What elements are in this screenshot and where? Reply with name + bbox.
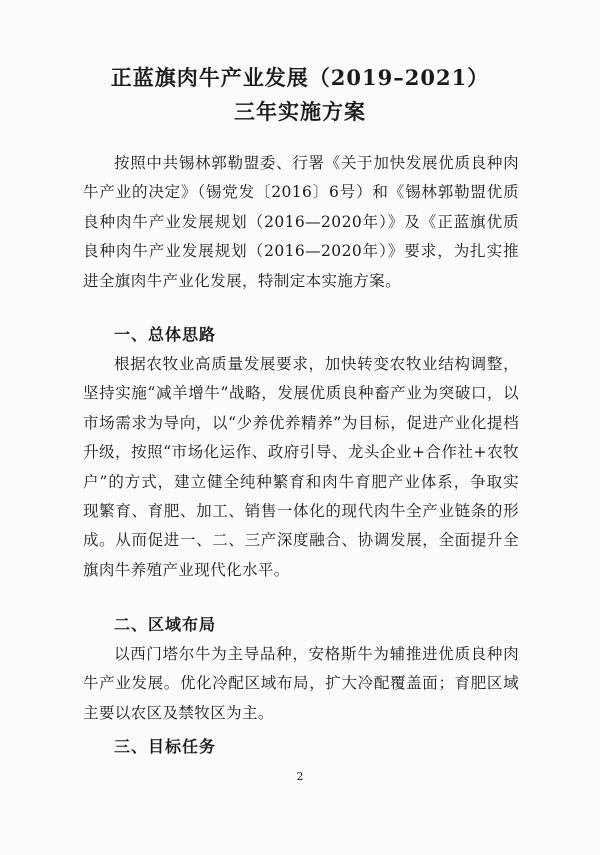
section-heading-3: 三、目标任务 [114, 737, 217, 756]
document-title-line-2: 三年实施方案 [234, 99, 366, 124]
intro-paragraph: 按照中共锡林郭勒盟委、行署《关于加快发展优质良种肉牛产业的决定》（锡党发〔2016〕6号）和《锡林郭勒盟优质良种肉牛产业发展规划（2016—2020年）》及《正蓝旗优质良种肉牛产业发展规划（2016—2020年）》要求，为扎实推进全旗肉牛产业化发展，特制定本实施方案。 [83, 154, 519, 290]
document-title-line-1: 正蓝旗肉牛产业发展（2019–2021） [110, 65, 490, 90]
section-heading-1: 一、总体思路 [114, 325, 217, 344]
section-heading-2: 二、区域布局 [114, 615, 217, 634]
section-body-1: 根据农牧业高质量发展要求，加快转变农牧业结构调整，坚持实施“减羊增牛”战略，发展优质良种畜产业为突破口，以市场需求为导向，以“少养优养精养”为目标，促进产业化提档升级，按照“市场化运作、政府引导、龙头企业+合作社+农牧户”的方式，建立健全纯种繁育和肉牛育肥产业体系，争取实现繁育、育肥、加工、销售一体化的现代肉牛全产业链条的形成。从而促进一、二、三产深度融合、协调发展，全面提升全旗肉牛养殖产业现代化水平。 [83, 355, 519, 579]
page-number: 2 [296, 770, 304, 783]
section-body-2: 以西门塔尔牛为主导品种，安格斯牛为辅推进优质良种肉牛产业发展。优化冷配区域布局，扩大冷配覆盖面；育肥区域主要以农区及禁牧区为主。 [83, 645, 519, 722]
